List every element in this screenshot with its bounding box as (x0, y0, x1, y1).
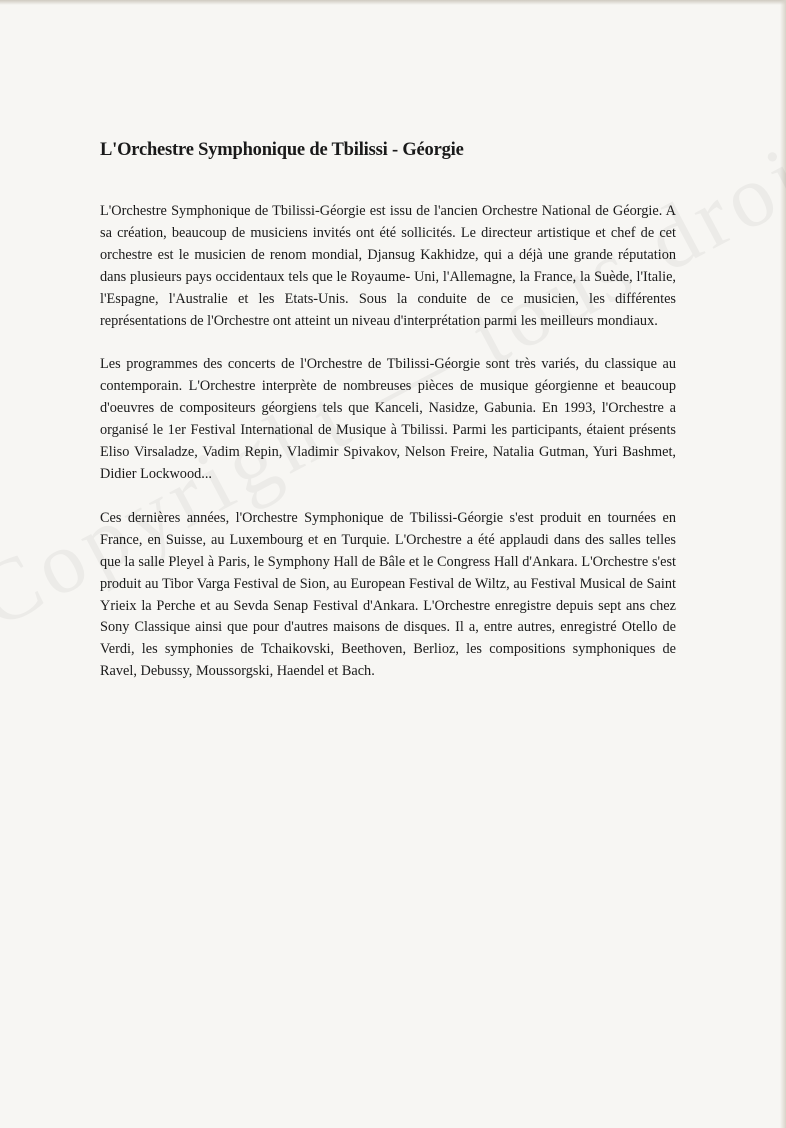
document-title: L'Orchestre Symphonique de Tbilissi - Géorgie (100, 140, 464, 160)
paragraph-history: L'Orchestre Symphonique de Tbilissi-Géorgie est issu de l'ancien Orchestre National de Géorgie. A sa création, beaucoup de musiciens invités ont été sollicités. Le directeur artistique et chef de cet orchestre est le musicien de renom mondial, Djansug Kakhidze, qui a déjà une grande réputation dans plusieurs pays occidentaux tels que le Royaume- Uni, l'Allemagne, la France, la Suède, l'Italie, l'Espagne, l'Australie et les Etats-Unis. Sous la conduite de ce musicien, les différentes représentations de l'Orchestre ont atteint un niveau d'interprétation parmi les meilleurs mondiaux. (100, 203, 676, 329)
scan-edge-top (0, 0, 786, 5)
scan-edge-right (780, 0, 786, 1128)
document-body (100, 140, 676, 705)
paragraph-tours: Ces dernières années, l'Orchestre Symphonique de Tbilissi-Géorgie s'est produit en tournées en France, en Suisse, au Luxembourg et en Turquie. L'Orchestre a été applaudi dans des salles telles que la salle Pleyel à Paris, le Symphony Hall de Bâle et le Congress Hall d'Ankara. L'Orchestre s'est produit au Tibor Varga Festival de Sion, au European Festival de Wiltz, au Festival Musical de Saint Yrieix la Perche et au Sevda Senap Festival d'Ankara. L'Orchestre enregistre depuis sept ans chez Sony Classique ainsi que pour d'autres maisons de disques. Il a, entre autres, enregistré Otello de Verdi, les symphonies de Tchaikovski, Beethoven, Berlioz, les compositions symphoniques de Ravel, Debussy, Moussorgski, Haendel et Bach. (100, 509, 676, 680)
paragraph-programmes: Les programmes des concerts de l'Orchestre de Tbilissi-Géorgie sont très variés, du classique au contemporain. L'Orchestre interprète de nombreuses pièces de musique géorgienne et beaucoup d'oeuvres de compositeurs géorgiens tels que Kanceli, Nasidze, Gabunia. En 1993, l'Orchestre a organisé le 1er Festival International de Musique à Tbilissi. Parmi les participants, étaient présents Eliso Virsaladze, Vadim Repin, Vladimir Spivakov, Nelson Freire, Natalia Gutman, Yuri Bashmet, Didier Lockwood... (100, 356, 676, 482)
